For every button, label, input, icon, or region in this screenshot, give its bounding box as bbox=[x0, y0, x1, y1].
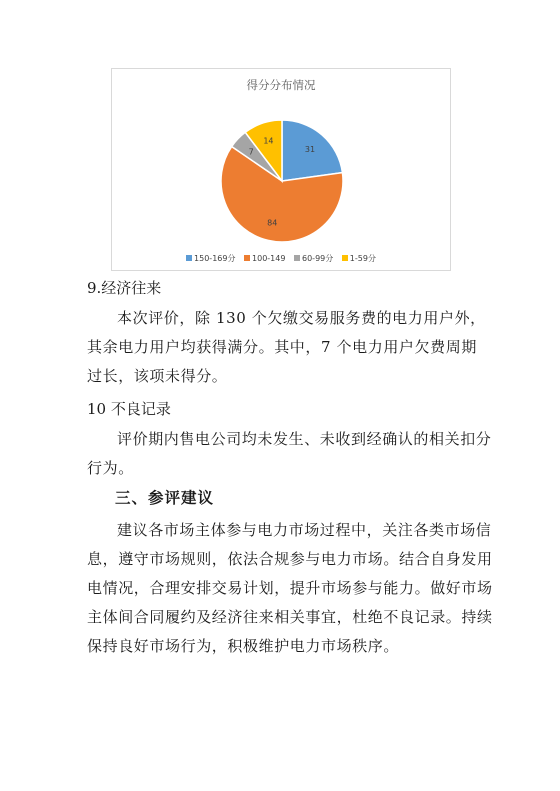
paragraph-line: 主体间合同履约及经济往来相关事宜，杜绝不良记录。持续 bbox=[87, 608, 493, 626]
paragraph-line: 息，遵守市场规则，依法合规参与电力市场。结合自身发用 bbox=[87, 550, 493, 568]
legend-item bbox=[186, 253, 235, 264]
legend-label: 1-59分 bbox=[349, 254, 376, 263]
paragraph-line: 建议各市场主体参与电力市场过程中，关注各类市场信 bbox=[117, 521, 492, 539]
legend-swatch bbox=[244, 255, 250, 261]
pie-data-label: 14 bbox=[263, 136, 274, 146]
chart-legend bbox=[112, 253, 450, 264]
paragraph-line: 保持良好市场行为，积极维护电力市场秩序。 bbox=[87, 637, 400, 655]
legend-label: 100-149 bbox=[252, 254, 286, 263]
chart-title: 得分分布情况 bbox=[246, 78, 316, 92]
pie-data-label: 31 bbox=[304, 144, 316, 154]
section-9-paragraph bbox=[87, 304, 487, 391]
legend-item bbox=[342, 253, 376, 264]
legend-label: 60-99分 bbox=[302, 254, 334, 263]
paragraph-line: 电情况，合理安排交易计划，提升市场参与能力。做好市场 bbox=[87, 579, 493, 597]
pie-chart bbox=[111, 68, 451, 271]
legend-swatch bbox=[294, 255, 300, 261]
section-10-paragraph bbox=[87, 425, 492, 483]
legend-item bbox=[294, 253, 333, 264]
section-10-heading: 10 不良记录 bbox=[87, 400, 171, 418]
pie-data-label: 7 bbox=[248, 147, 254, 157]
legend-item bbox=[244, 254, 285, 263]
paragraph-line: 过长，该项未得分。 bbox=[87, 367, 228, 385]
paragraph-line: 其余电力用户均获得满分。其中，7 个电力用户欠费周期 bbox=[87, 338, 477, 356]
paragraph-line: 评价期内售电公司均未发生、未收到经确认的相关扣分 bbox=[117, 430, 492, 448]
pie-data-label: 84 bbox=[267, 218, 278, 228]
pie-chart-plot bbox=[112, 69, 450, 270]
paragraph-line: 本次评价，除 130 个欠缴交易服务费的电力用户外， bbox=[117, 309, 486, 327]
section-3-heading: 三、参评建议 bbox=[115, 489, 215, 507]
legend-swatch bbox=[186, 255, 192, 261]
legend-swatch bbox=[342, 255, 348, 261]
section-3-paragraph bbox=[87, 516, 493, 661]
section-9-heading: 9.经济往来 bbox=[87, 279, 162, 297]
paragraph-line: 行为。 bbox=[87, 459, 134, 477]
legend-label: 150-169分 bbox=[194, 254, 236, 263]
